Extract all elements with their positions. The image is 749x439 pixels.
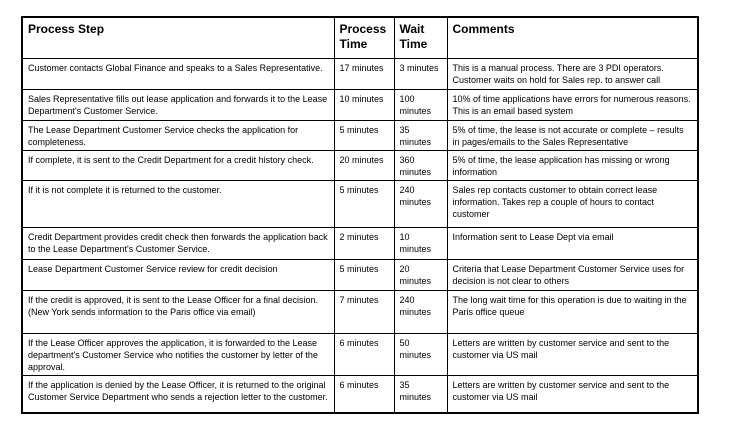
header-process-step: Process Step xyxy=(22,17,334,59)
cell-process-time: 5 minutes xyxy=(334,260,394,291)
cell-process-time: 5 minutes xyxy=(334,121,394,151)
cell-process-time: 17 minutes xyxy=(334,59,394,90)
cell-comments: Sales rep contacts customer to obtain correct lease information. Takes rep a couple of hours to contact customer xyxy=(447,181,698,228)
cell-process-step: Credit Department provides credit check then forwards the application back to the Lease Department's Customer Service. xyxy=(22,228,334,260)
cell-comments: Information sent to Lease Dept via email xyxy=(447,228,698,260)
cell-process-step: If the credit is approved, it is sent to the Lease Officer for a final decision. (New York sends information to the Paris office via email) xyxy=(22,291,334,334)
cell-comments: 5% of time, the lease is not accurate or complete – results in pages/emails to the Sales Representative xyxy=(447,121,698,151)
cell-process-step: Lease Department Customer Service review for credit decision xyxy=(22,260,334,291)
table-header-row xyxy=(22,17,698,59)
table-row xyxy=(22,121,698,151)
cell-process-time: 7 minutes xyxy=(334,291,394,334)
cell-process-time: 6 minutes xyxy=(334,376,394,414)
cell-process-step: If the application is denied by the Lease Officer, it is returned to the original Customer Service Department who sends a rejection letter to the customer. xyxy=(22,376,334,414)
cell-wait-time: 20 minutes xyxy=(394,260,447,291)
cell-process-time: 10 minutes xyxy=(334,90,394,121)
header-wait-time: Wait Time xyxy=(394,17,447,59)
table-row xyxy=(22,151,698,181)
cell-comments: 10% of time applications have errors for numerous reasons. This is an email based system xyxy=(447,90,698,121)
cell-process-step: If complete, it is sent to the Credit Department for a credit history check. xyxy=(22,151,334,181)
cell-wait-time: 240 minutes xyxy=(394,291,447,334)
cell-process-time: 20 minutes xyxy=(334,151,394,181)
process-table xyxy=(21,16,699,414)
cell-comments: Letters are written by customer service and sent to the customer via US mail xyxy=(447,334,698,376)
cell-wait-time: 35 minutes xyxy=(394,121,447,151)
cell-comments: 5% of time, the lease application has missing or wrong information xyxy=(447,151,698,181)
cell-process-time: 2 minutes xyxy=(334,228,394,260)
cell-wait-time: 240 minutes xyxy=(394,181,447,228)
table-row xyxy=(22,59,698,90)
header-comments: Comments xyxy=(447,17,698,59)
cell-wait-time: 3 minutes xyxy=(394,59,447,90)
cell-comments: This is a manual process. There are 3 PDI operators. Customer waits on hold for Sales rep. to answer call xyxy=(447,59,698,90)
cell-process-step: The Lease Department Customer Service checks the application for completeness. xyxy=(22,121,334,151)
cell-wait-time: 50 minutes xyxy=(394,334,447,376)
cell-process-step: If it is not complete it is returned to the customer. xyxy=(22,181,334,228)
table-row xyxy=(22,228,698,260)
cell-wait-time: 100 minutes xyxy=(394,90,447,121)
table-row xyxy=(22,260,698,291)
table-row xyxy=(22,291,698,334)
cell-comments: The long wait time for this operation is due to waiting in the Paris office queue xyxy=(447,291,698,334)
cell-comments: Criteria that Lease Department Customer Service uses for decision is not clear to others xyxy=(447,260,698,291)
cell-process-time: 5 minutes xyxy=(334,181,394,228)
cell-process-step: If the Lease Officer approves the application, it is forwarded to the Lease department's Customer Service who notifies the customer by letter of the approval. xyxy=(22,334,334,376)
cell-process-step: Customer contacts Global Finance and speaks to a Sales Representative. xyxy=(22,59,334,90)
cell-wait-time: 35 minutes xyxy=(394,376,447,414)
cell-wait-time: 360 minutes xyxy=(394,151,447,181)
table-row xyxy=(22,181,698,228)
table-row xyxy=(22,334,698,376)
process-table-container xyxy=(21,16,697,414)
cell-wait-time: 10 minutes xyxy=(394,228,447,260)
table-row xyxy=(22,90,698,121)
cell-process-step: Sales Representative fills out lease application and forwards it to the Lease Department's Customer Service. xyxy=(22,90,334,121)
cell-comments: Letters are written by customer service and sent to the customer via US mail xyxy=(447,376,698,414)
table-row xyxy=(22,376,698,414)
header-process-time: Process Time xyxy=(334,17,394,59)
cell-process-time: 6 minutes xyxy=(334,334,394,376)
